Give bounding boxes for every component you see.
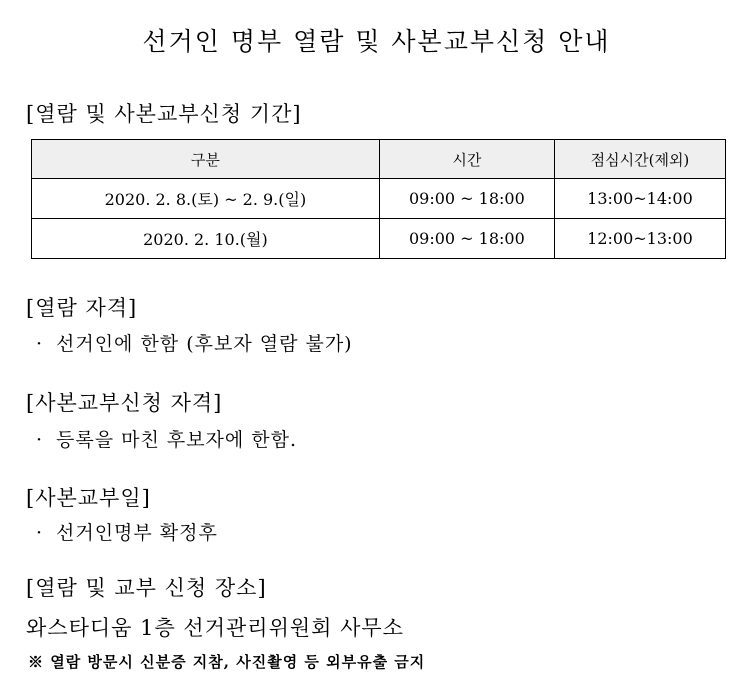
column-header-category: 구분: [32, 140, 380, 179]
copy-date-item: [36, 518, 218, 545]
location-place: 와스타디움 1층 선거관리위원회 사무소: [26, 616, 404, 640]
table-cell-time: 09:00 ~ 18:00: [379, 219, 554, 259]
table-row: [32, 179, 726, 219]
period-table: [31, 139, 726, 259]
bullet-dot: ·: [36, 333, 44, 355]
copy-date-text: 선거인명부 확정후: [56, 522, 218, 544]
copy-eligibility-text: 등록을 마친 후보자에 한함.: [56, 429, 298, 451]
visit-note: ※ 열람 방문시 신분증 지참, 사진촬영 등 외부유출 금지: [28, 653, 426, 671]
bullet-dot: ·: [36, 522, 44, 544]
view-eligibility-text: 선거인에 한함 (후보자 열람 불가): [56, 333, 353, 355]
copy-date-heading: [사본교부일]: [26, 486, 151, 510]
column-header-lunch: 점심시간(제외): [554, 140, 725, 179]
table-row: [32, 219, 726, 259]
table-header-row: [32, 140, 726, 179]
table-cell-time: 09:00 ~ 18:00: [379, 179, 554, 219]
table-cell-lunch: 12:00~13:00: [554, 219, 725, 259]
column-header-time: 시간: [379, 140, 554, 179]
table-cell-lunch: 13:00~14:00: [554, 179, 725, 219]
bullet-dot: ·: [36, 429, 44, 451]
copy-eligibility-heading: [사본교부신청 자격]: [26, 391, 223, 415]
document-title: 선거인 명부 열람 및 사본교부신청 안내: [142, 27, 611, 56]
copy-eligibility-item: [36, 425, 297, 452]
location-heading: [열람 및 교부 신청 장소]: [26, 576, 267, 600]
table-cell-category: 2020. 2. 10.(월): [32, 219, 380, 259]
period-heading: [열람 및 사본교부신청 기간]: [26, 102, 302, 126]
table-cell-category: 2020. 2. 8.(토) ~ 2. 9.(일): [32, 179, 380, 219]
view-eligibility-heading: [열람 자격]: [26, 296, 138, 320]
view-eligibility-item: [36, 329, 353, 356]
